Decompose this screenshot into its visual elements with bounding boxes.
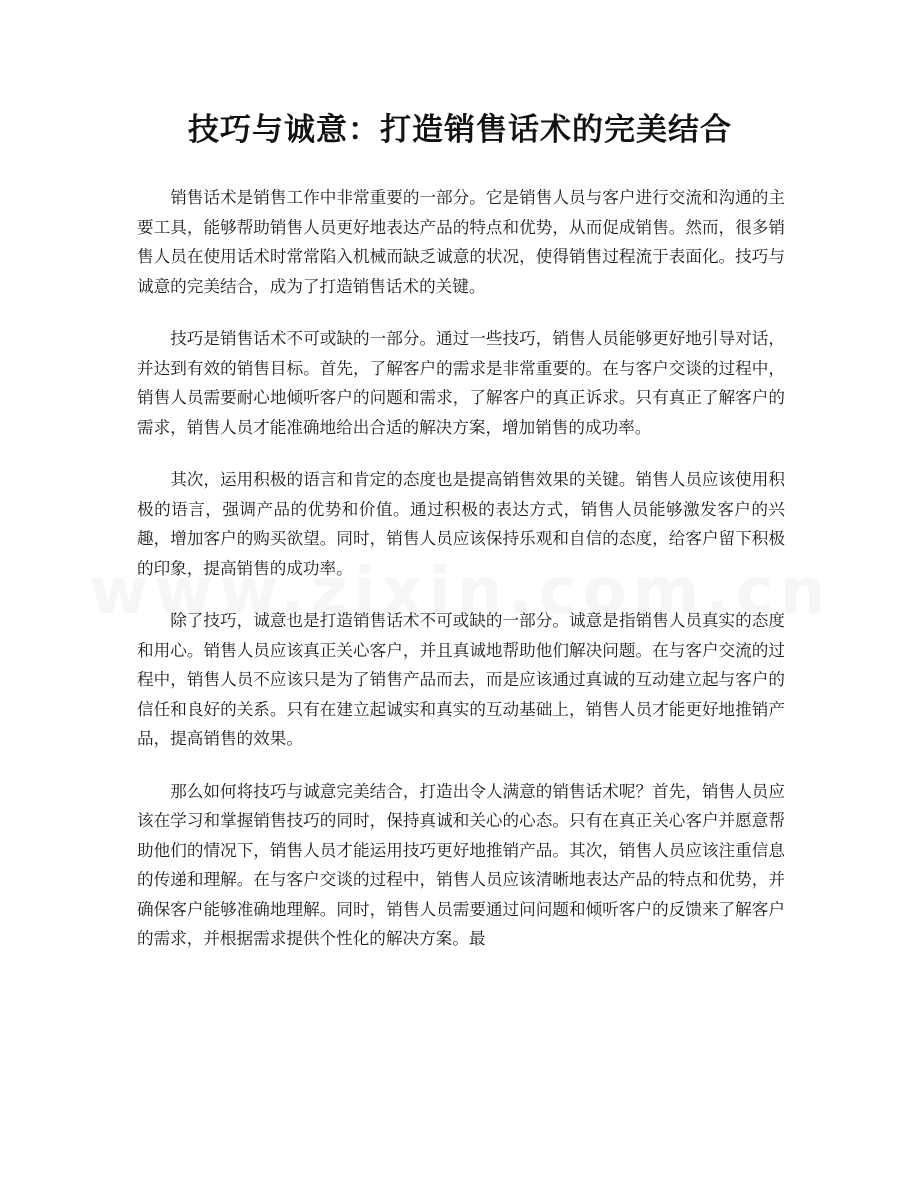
paragraph: 销售话术是销售工作中非常重要的一部分。它是销售人员与客户进行交流和沟通的主要工具，能够帮助销售人员更好地表达产品的特点和优势，从而促成销售。然而，很多销售人员在使用话术时常常陷入机械而缺乏诚意的状况，使得销售过程流于表面化。技巧与诚意的完美结合，成为了打造销售话术的关键。 bbox=[137, 188, 785, 296]
paragraph: 那么如何将技巧与诚意完美结合，打造出令人满意的销售话术呢？首先，销售人员应该在学习和掌握销售技巧的同时，保持真诚和关心的心态。只有在真正关心客户并愿意帮助他们的情况下，销售人员才能运用技巧更好地推销产品。其次，销售人员应该注重信息的传递和理解。在与客户交谈的过程中，销售人员应该清晰地表达产品的特点和优势，并确保客户能够准确地理解。同时，销售人员需要通过问问题和倾听客户的反馈来了解客户的需求，并根据需求提供个性化的解决方案。最 bbox=[137, 781, 785, 948]
paragraph: 除了技巧，诚意也是打造销售话术不可或缺的一部分。诚意是指销售人员真实的态度和用心。销售人员应该真正关心客户，并且真诚地帮助他们解决问题。在与客户交流的过程中，销售人员不应该只是为了销售产品而去，而是应该通过真诚的互动建立起与客户的信任和良好的关系。只有在建立起诚实和真实的互动基础上，销售人员才能更好地推销产品，提高销售的效果。 bbox=[137, 611, 785, 748]
paragraph: 技巧是销售话术不可或缺的一部分。通过一些技巧，销售人员能够更好地引导对话，并达到有效的销售目标。首先，了解客户的需求是非常重要的。在与客户交谈的过程中，销售人员需要耐心地倾听客户的问题和需求，了解客户的真正诉求。只有真正了解客户的需求，销售人员才能准确地给出合适的解决方案，增加销售的成功率。 bbox=[137, 329, 785, 437]
paragraph: 其次，运用积极的语言和肯定的态度也是提高销售效果的关键。销售人员应该使用积极的语言，强调产品的优势和价值。通过积极的表达方式，销售人员能够激发客户的兴趣，增加客户的购买欲望。同时，销售人员应该保持乐观和自信的态度，给客户留下积极的印象，提高销售的成功率。 bbox=[137, 470, 785, 578]
document-title: 技巧与诚意：打造销售话术的完美结合 bbox=[188, 112, 732, 148]
document-body bbox=[137, 183, 785, 977]
